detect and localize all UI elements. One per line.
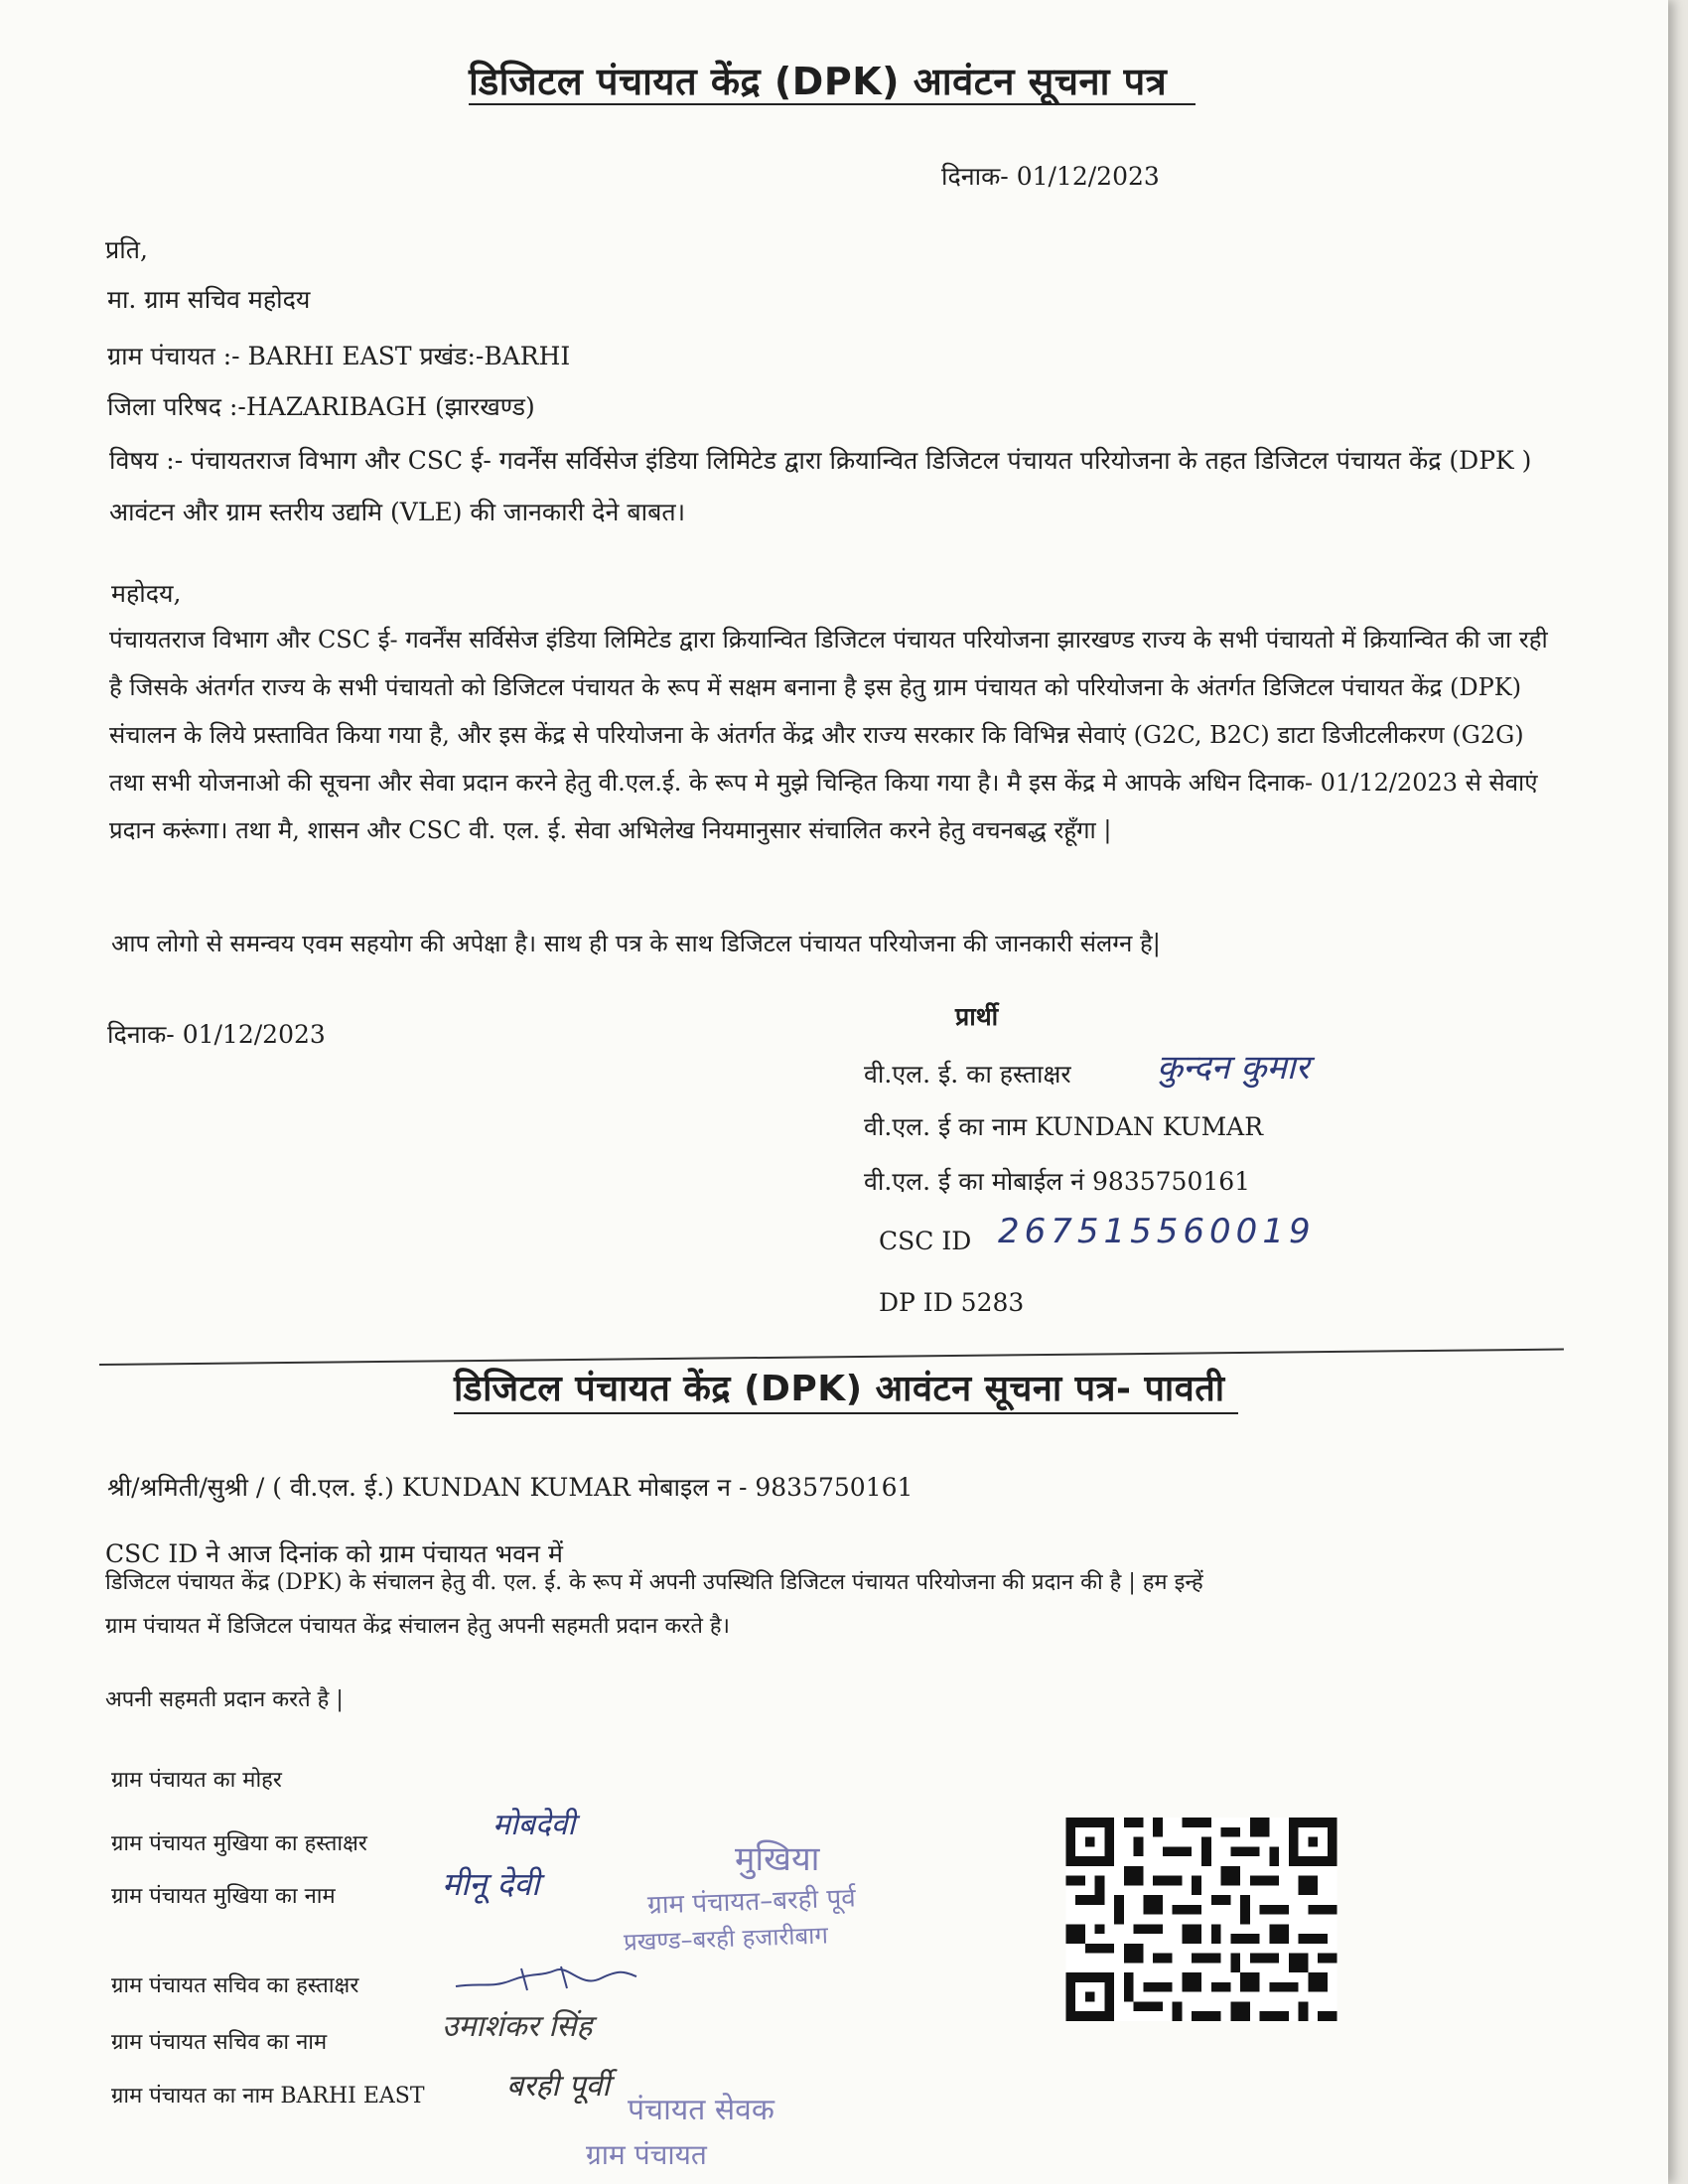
seal-label: ग्राम पंचायत का मोहर bbox=[111, 1768, 282, 1793]
sachiv-name-label: ग्राम पंचायत सचिव का नाम bbox=[111, 2030, 328, 2055]
vle-mobile: वी.एल. ई का मोबाईल नं 9835750161 bbox=[864, 1167, 1251, 1196]
vle-signature: कुन्दन कुमार bbox=[1157, 1048, 1310, 1088]
date-bottom: दिनाक- 01/12/2023 bbox=[107, 1020, 326, 1049]
mukhiya-name-handwritten: मीनू देवी bbox=[442, 1865, 540, 1903]
mukhiya-stamp-line-2: ग्राम पंचायत–बरही पूर्व bbox=[646, 1883, 857, 1921]
subject-paragraph: विषय :- पंचायतराज विभाग और CSC ई- गवर्नेंस सर्विसेज इंडिया लिमिटेड द्वारा क्रियान्वित डिजिटल पंचायत परियोजना के तहत डिजिटल पंचायत केंद्र (DPK ) आवंटन और ग्राम स्तरीय उद्यमि (VLE) की जानकारी देने बाबत। bbox=[109, 446, 1532, 526]
date-top: दिनाक- 01/12/2023 bbox=[941, 162, 1160, 191]
dp-id: DP ID 5283 bbox=[879, 1288, 1025, 1317]
title-underline bbox=[469, 103, 1196, 105]
sachiv-name-handwritten: उमाशंकर सिंह bbox=[442, 2009, 593, 2044]
zila-line: जिला परिषद :-HAZARIBAGH (झारखण्ड) bbox=[107, 392, 535, 421]
salutation: महोदय, bbox=[111, 579, 182, 608]
panchayat-name-handwritten: बरही पूर्वी bbox=[506, 2069, 611, 2104]
sachiv-signature-scribble bbox=[452, 1959, 640, 2002]
gram-panchayat-line: ग्राम पंचायत :- BARHI EAST प्रखंड:-BARHI bbox=[107, 342, 571, 370]
vle-name: वी.एल. ई का नाम KUNDAN KUMAR bbox=[864, 1112, 1264, 1141]
receipt-line-5: अपनी सहमती प्रदान करते है | bbox=[105, 1687, 344, 1712]
receipt-line-3: डिजिटल पंचायत केंद्र (DPK) के संचालन हेतु वी. एल. ई. के रूप में अपनी उपस्थिति डिजिटल पंचायत परियोजना की प्रदान की है | हम इन्हें bbox=[105, 1570, 1203, 1595]
applicant-heading: प्रार्थी bbox=[955, 1002, 999, 1031]
prati-label: प्रति, bbox=[105, 235, 148, 264]
vle-sign-label: वी.एल. ई. का हस्ताक्षर bbox=[864, 1060, 1071, 1089]
qr-code-icon bbox=[1062, 1818, 1340, 2021]
body-paragraph: पंचायतराज विभाग और CSC ई- गवर्नेंस सर्विसेज इंडिया लिमिटेड द्वारा क्रियान्वित डिजिटल पंचायत परियोजना झारखण्ड राज्य के सभी पंचायतो में क्रियान्वित की जा रही है जिसके अंतर्गत राज्य के सभी पंचायतो को डिजिटल पंचायत के रूप में सक्षम बनाना है इस हेतु ग्राम पंचायत को परियोजना के अंतर्गत डिजिटल पंचायत केंद्र (DPK) संचालन के लिये प्रस्तावित किया गया है, और इस केंद्र से परियोजना के अंतर्गत केंद्र और राज्य सरकार कि विभिन्न सेवाएं (G2C, B2C) डाटा डिजीटलीकरण (G2G) तथा सभी योजनाओ की सूचना और सेवा प्रदान करने हेतु वी.एल.ई. के रूप मे मुझे चिन्हित किया गया है। मै इस केंद्र मे आपके अधिन दिनाक- 01/12/2023 से सेवाएं प्रदान करूंगा। तथा मै, शासन और CSC वी. एल. ई. सेवा अभिलेख नियमानुसार संचालित करने हेतु वचनबद्ध रहूँगा | bbox=[109, 626, 1548, 844]
receipt-line-2: CSC ID ने आज दिनांक को ग्राम पंचायत भवन में bbox=[105, 1539, 563, 1568]
mukhiya-stamp-title: मुखिया bbox=[735, 1839, 820, 1879]
sevak-stamp-title: पंचायत सेवक bbox=[628, 2093, 774, 2127]
mukhiya-signature: मोबदेवी bbox=[492, 1808, 576, 1842]
mukhiya-name-label: ग्राम पंचायत मुखिया का नाम bbox=[111, 1884, 336, 1909]
mukhiya-sign-label: ग्राम पंचायत मुखिया का हस्ताक्षर bbox=[111, 1831, 367, 1856]
receipt-title: डिजिटल पंचायत केंद्र (DPK) आवंटन सूचना पत्र- पावती bbox=[454, 1369, 1225, 1409]
receipt-line-1: श्री/श्रमिती/सुश्री / ( वी.एल. ई.) KUNDAN KUMAR मोबाइल न - 9835750161 bbox=[107, 1473, 914, 1502]
csc-id-handwritten: 267515560019 bbox=[998, 1212, 1316, 1251]
page-title: डिजिटल पंचायत केंद्र (DPK) आवंटन सूचना पत्र bbox=[469, 60, 1168, 103]
sachiv-sign-label: ग्राम पंचायत सचिव का हस्ताक्षर bbox=[111, 1973, 359, 1998]
cooperation-line: आप लोगो से समन्वय एवम सहयोग की अपेक्षा है। साथ ही पत्र के साथ डिजिटल पंचायत परियोजना की जानकारी संलग्न है| bbox=[111, 930, 1161, 957]
addressee: मा. ग्राम सचिव महोदय bbox=[107, 285, 311, 314]
receipt-title-underline bbox=[454, 1412, 1238, 1414]
panchayat-name-label: ग्राम पंचायत का नाम BARHI EAST bbox=[111, 2084, 425, 2109]
csc-id-label: CSC ID bbox=[879, 1227, 972, 1255]
mukhiya-stamp-line-3: प्रखण्ड–बरही हजारीबाग bbox=[623, 1921, 829, 1957]
receipt-line-4: ग्राम पंचायत में डिजिटल पंचायत केंद्र संचालन हेतु अपनी सहमती प्रदान करते है। bbox=[105, 1614, 730, 1639]
sevak-stamp-line-2: ग्राम पंचायत bbox=[586, 2138, 707, 2171]
